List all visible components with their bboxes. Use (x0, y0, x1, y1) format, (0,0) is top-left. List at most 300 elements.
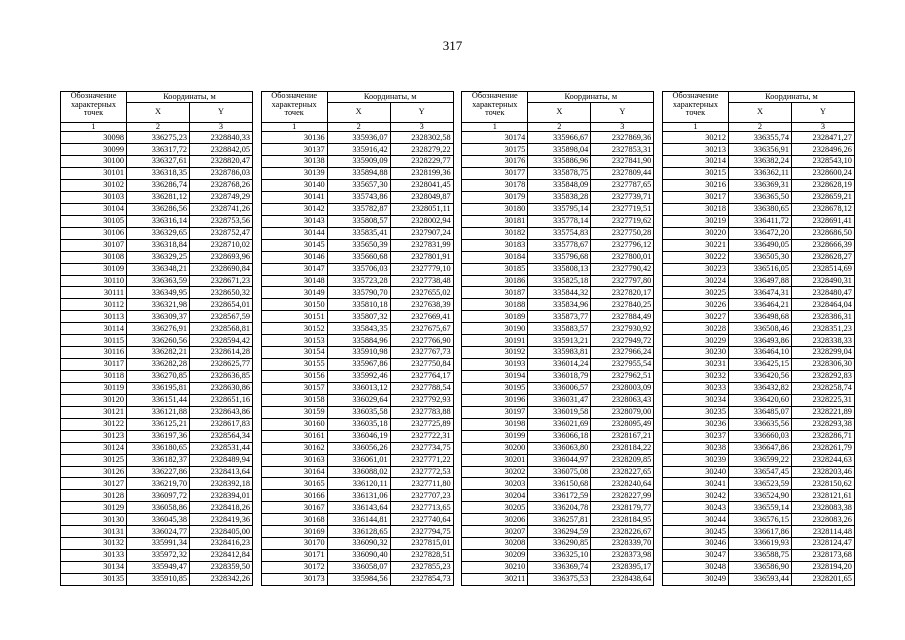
y-coordinate-cell: 2327734,75 (390, 442, 453, 454)
table-row (61, 502, 253, 514)
x-coordinate-cell: 336151,44 (127, 394, 190, 406)
point-id-cell: 30180 (462, 203, 528, 215)
point-id-cell: 30141 (261, 191, 327, 203)
point-id-cell: 30099 (61, 144, 127, 156)
point-designation-header (662, 92, 728, 123)
x-coordinate-cell: 335848,09 (528, 180, 591, 192)
y-coordinate-cell: 2328438,64 (591, 573, 654, 585)
y-coordinate-cell: 2327766,90 (390, 335, 453, 347)
x-coordinate-cell: 336619,93 (728, 538, 791, 550)
point-id-cell: 30098 (61, 132, 127, 144)
table-row (662, 430, 854, 442)
x-coordinate-cell: 335807,32 (327, 311, 390, 323)
point-id-cell: 30247 (662, 550, 728, 562)
x-coordinate-cell: 336356,91 (728, 144, 791, 156)
x-coordinate-cell: 336197,36 (127, 430, 190, 442)
point-id-cell: 30183 (462, 239, 528, 251)
y-coordinate-cell: 2328179,77 (591, 502, 654, 514)
point-id-cell: 30114 (61, 323, 127, 335)
table-row (261, 263, 453, 275)
x-coordinate-cell: 335808,57 (327, 215, 390, 227)
table-row (261, 573, 453, 585)
x-coordinate-cell: 336290,85 (528, 538, 591, 550)
table-row (61, 418, 253, 430)
x-coordinate-cell: 336031,47 (528, 394, 591, 406)
y-coordinate-cell: 2327707,23 (390, 490, 453, 502)
x-coordinate-cell: 336505,30 (728, 251, 791, 263)
table-row (261, 406, 453, 418)
x-coordinate-cell: 336088,02 (327, 466, 390, 478)
point-id-cell: 30140 (261, 180, 327, 192)
table-row (261, 490, 453, 502)
x-coordinate-cell: 336275,23 (127, 132, 190, 144)
x-coordinate-cell: 336321,98 (127, 299, 190, 311)
point-id-cell: 30245 (662, 526, 728, 538)
y-coordinate-cell: 2328710,02 (190, 239, 253, 251)
x-coordinate-cell: 336647,86 (728, 442, 791, 454)
point-id-cell: 30232 (662, 371, 728, 383)
table-row (61, 311, 253, 323)
y-coordinate-cell: 2328049,87 (390, 191, 453, 203)
table-row (662, 406, 854, 418)
x-coordinate-cell: 336369,74 (528, 562, 591, 574)
point-id-cell: 30202 (462, 466, 528, 478)
x-coordinate-cell: 336058,86 (127, 502, 190, 514)
y-coordinate-cell: 2328114,48 (791, 526, 854, 538)
x-coordinate-cell: 335657,30 (327, 180, 390, 192)
point-id-cell: 30220 (662, 227, 728, 239)
y-coordinate-cell: 2327750,84 (390, 359, 453, 371)
y-coordinate-cell: 2328221,89 (791, 406, 854, 418)
column-number: 2 (528, 123, 591, 132)
table-row (462, 454, 654, 466)
point-id-cell: 30117 (61, 359, 127, 371)
point-id-cell: 30148 (261, 275, 327, 287)
coordinates-header: Координаты, м (528, 92, 654, 103)
x-coordinate-cell: 336508,46 (728, 323, 791, 335)
y-coordinate-cell: 2328650,32 (190, 287, 253, 299)
y-coordinate-cell: 2327750,28 (591, 227, 654, 239)
point-id-cell: 30179 (462, 191, 528, 203)
y-coordinate-cell: 2328342,26 (190, 573, 253, 585)
column-number: 1 (261, 123, 327, 132)
point-header-line: Обозначение (471, 91, 518, 100)
y-coordinate-cell: 2327792,93 (390, 394, 453, 406)
y-coordinate-cell: 2327966,24 (591, 347, 654, 359)
x-coordinate-cell: 336490,05 (728, 239, 791, 251)
point-id-cell: 30151 (261, 311, 327, 323)
point-id-cell: 30121 (61, 406, 127, 418)
y-coordinate-cell: 2328691,41 (791, 215, 854, 227)
point-id-cell: 30120 (61, 394, 127, 406)
point-id-cell: 30102 (61, 180, 127, 192)
y-coordinate-cell: 2328240,64 (591, 478, 654, 490)
point-id-cell: 30173 (261, 573, 327, 585)
x-coordinate-cell: 336286,56 (127, 203, 190, 215)
point-id-cell: 30143 (261, 215, 327, 227)
point-id-cell: 30241 (662, 478, 728, 490)
y-coordinate-cell: 2328496,26 (791, 144, 854, 156)
table-row (462, 382, 654, 394)
x-header: X (528, 103, 591, 123)
y-coordinate-cell: 2328386,31 (791, 311, 854, 323)
y-coordinate-cell: 2327738,48 (390, 275, 453, 287)
x-coordinate-cell: 335886,96 (528, 156, 591, 168)
table-row (261, 180, 453, 192)
table-row (462, 239, 654, 251)
point-id-cell: 30156 (261, 371, 327, 383)
x-coordinate-cell: 335834,96 (528, 299, 591, 311)
table-row (662, 550, 854, 562)
table-row (462, 287, 654, 299)
y-coordinate-cell: 2327719,62 (591, 215, 654, 227)
x-coordinate-cell: 336195,81 (127, 382, 190, 394)
page-number: 317 (442, 38, 463, 53)
table-row (261, 562, 453, 574)
point-id-cell: 30127 (61, 478, 127, 490)
point-id-cell: 30171 (261, 550, 327, 562)
x-coordinate-cell: 335723,28 (327, 275, 390, 287)
point-id-cell: 30165 (261, 478, 327, 490)
y-coordinate-cell: 2328416,23 (190, 538, 253, 550)
x-coordinate-cell: 336327,61 (127, 156, 190, 168)
column-number: 2 (728, 123, 791, 132)
x-coordinate-cell: 336318,84 (127, 239, 190, 251)
table-row (261, 191, 453, 203)
point-id-cell: 30243 (662, 502, 728, 514)
x-coordinate-cell: 336024,77 (127, 526, 190, 538)
point-id-cell: 30164 (261, 466, 327, 478)
table-row (662, 287, 854, 299)
point-id-cell: 30115 (61, 335, 127, 347)
x-coordinate-cell: 335810,18 (327, 299, 390, 311)
table-row (61, 347, 253, 359)
x-coordinate-cell: 336425,15 (728, 359, 791, 371)
x-coordinate-cell: 335936,07 (327, 132, 390, 144)
x-coordinate-cell: 336018,79 (528, 371, 591, 383)
x-coordinate-cell: 336420,56 (728, 371, 791, 383)
x-coordinate-cell: 336317,72 (127, 144, 190, 156)
y-coordinate-cell: 2328489,94 (190, 454, 253, 466)
y-coordinate-cell: 2328244,63 (791, 454, 854, 466)
x-coordinate-cell: 335782,87 (327, 203, 390, 215)
table-row (261, 156, 453, 168)
y-coordinate-cell: 2328514,69 (791, 263, 854, 275)
y-coordinate-cell: 2328480,47 (791, 287, 854, 299)
table-row (261, 418, 453, 430)
point-id-cell: 30230 (662, 347, 728, 359)
table-row (261, 347, 453, 359)
point-id-cell: 30107 (61, 239, 127, 251)
point-id-cell: 30169 (261, 526, 327, 538)
x-coordinate-cell: 336282,28 (127, 359, 190, 371)
y-coordinate-cell: 2328628,19 (791, 180, 854, 192)
point-id-cell: 30190 (462, 323, 528, 335)
y-coordinate-cell: 2328842,05 (190, 144, 253, 156)
table-row (61, 430, 253, 442)
table-row (462, 347, 654, 359)
x-coordinate-cell: 335778,67 (528, 239, 591, 251)
table-row (61, 239, 253, 251)
point-id-cell: 30133 (61, 550, 127, 562)
coordinate-table (261, 91, 454, 586)
y-coordinate-cell: 2328083,38 (791, 502, 854, 514)
x-coordinate-cell: 336329,25 (127, 251, 190, 263)
table-row (462, 132, 654, 144)
table-row (61, 573, 253, 585)
x-coordinate-cell: 335650,39 (327, 239, 390, 251)
table-row (261, 299, 453, 311)
y-coordinate-cell: 2328338,33 (791, 335, 854, 347)
x-coordinate-cell: 336097,72 (127, 490, 190, 502)
x-coordinate-cell: 336524,90 (728, 490, 791, 502)
point-id-cell: 30212 (662, 132, 728, 144)
y-header: Y (791, 103, 854, 123)
point-id-cell: 30126 (61, 466, 127, 478)
table-row (61, 263, 253, 275)
point-id-cell: 30100 (61, 156, 127, 168)
y-coordinate-cell: 2328643,86 (190, 406, 253, 418)
table-row (261, 203, 453, 215)
y-coordinate-cell: 2327815,01 (390, 538, 453, 550)
x-coordinate-cell: 336493,86 (728, 335, 791, 347)
table-row (462, 562, 654, 574)
x-coordinate-cell: 335949,47 (127, 562, 190, 574)
table-row (261, 454, 453, 466)
table-row (61, 382, 253, 394)
x-coordinate-cell: 336219,70 (127, 478, 190, 490)
x-coordinate-cell: 336382,24 (728, 156, 791, 168)
y-coordinate-cell: 2327930,92 (591, 323, 654, 335)
table-row (61, 359, 253, 371)
point-designation-header (61, 92, 127, 123)
table-row (462, 144, 654, 156)
x-coordinate-cell: 335991,34 (127, 538, 190, 550)
y-coordinate-cell: 2328625,77 (190, 359, 253, 371)
point-id-cell: 30225 (662, 287, 728, 299)
x-coordinate-cell: 336281,12 (127, 191, 190, 203)
y-coordinate-cell: 2328594,42 (190, 335, 253, 347)
y-coordinate-cell: 2328413,64 (190, 466, 253, 478)
point-id-cell: 30108 (61, 251, 127, 263)
table-row (61, 442, 253, 454)
y-coordinate-cell: 2328003,09 (591, 382, 654, 394)
point-id-cell: 30186 (462, 275, 528, 287)
x-coordinate-cell: 336362,11 (728, 168, 791, 180)
y-coordinate-cell: 2328225,31 (791, 394, 854, 406)
y-coordinate-cell: 2327739,71 (591, 191, 654, 203)
x-coordinate-cell: 336497,88 (728, 275, 791, 287)
table-row (462, 335, 654, 347)
y-coordinate-cell: 2327855,23 (390, 562, 453, 574)
point-id-cell: 30217 (662, 191, 728, 203)
coordinate-table (662, 91, 855, 586)
point-id-cell: 30210 (462, 562, 528, 574)
x-coordinate-cell: 335778,14 (528, 215, 591, 227)
x-header: X (728, 103, 791, 123)
point-id-cell: 30185 (462, 263, 528, 275)
y-coordinate-cell: 2327771,22 (390, 454, 453, 466)
point-header-line: характерных (472, 99, 518, 109)
x-coordinate-cell: 336056,26 (327, 442, 390, 454)
point-id-cell: 30216 (662, 180, 728, 192)
x-coordinate-cell: 336063,80 (528, 442, 591, 454)
x-coordinate-cell: 335910,98 (327, 347, 390, 359)
y-coordinate-cell: 2328651,16 (190, 394, 253, 406)
column-number: 3 (390, 123, 453, 132)
table-row (261, 550, 453, 562)
table-row (61, 191, 253, 203)
x-coordinate-cell: 336128,65 (327, 526, 390, 538)
x-coordinate-cell: 336172,59 (528, 490, 591, 502)
point-id-cell: 30197 (462, 406, 528, 418)
y-coordinate-cell: 2328184,95 (591, 514, 654, 526)
point-id-cell: 30138 (261, 156, 327, 168)
table-row (261, 359, 453, 371)
point-id-cell: 30218 (662, 203, 728, 215)
x-coordinate-cell: 336006,57 (528, 382, 591, 394)
y-coordinate-cell: 2328678,12 (791, 203, 854, 215)
y-coordinate-cell: 2328392,18 (190, 478, 253, 490)
table-row (462, 215, 654, 227)
x-coordinate-cell: 336276,91 (127, 323, 190, 335)
point-id-cell: 30118 (61, 371, 127, 383)
x-coordinate-cell: 336257,81 (528, 514, 591, 526)
table-row (662, 311, 854, 323)
y-coordinate-cell: 2328083,26 (791, 514, 854, 526)
table-row (61, 156, 253, 168)
y-coordinate-cell: 2328412,84 (190, 550, 253, 562)
x-coordinate-cell: 336294,59 (528, 526, 591, 538)
column-number: 2 (327, 123, 390, 132)
point-id-cell: 30153 (261, 335, 327, 347)
table-row (662, 251, 854, 263)
point-id-cell: 30109 (61, 263, 127, 275)
x-coordinate-cell: 335967,86 (327, 359, 390, 371)
table-row (662, 514, 854, 526)
table-row (462, 490, 654, 502)
point-id-cell: 30103 (61, 191, 127, 203)
x-coordinate-cell: 336035,58 (327, 406, 390, 418)
x-header: X (127, 103, 190, 123)
point-id-cell: 30144 (261, 227, 327, 239)
point-id-cell: 30231 (662, 359, 728, 371)
table-row (61, 299, 253, 311)
point-id-cell: 30239 (662, 454, 728, 466)
x-coordinate-cell: 335910,85 (127, 573, 190, 585)
point-id-cell: 30214 (662, 156, 728, 168)
y-coordinate-cell: 2327772,53 (390, 466, 453, 478)
x-coordinate-cell: 336559,14 (728, 502, 791, 514)
x-coordinate-cell: 336227,86 (127, 466, 190, 478)
table-row (662, 562, 854, 574)
table-row (261, 394, 453, 406)
table-row (261, 514, 453, 526)
x-coordinate-cell: 336035,18 (327, 418, 390, 430)
point-id-cell: 30187 (462, 287, 528, 299)
y-coordinate-cell: 2328617,83 (190, 418, 253, 430)
y-coordinate-cell: 2328490,31 (791, 275, 854, 287)
point-id-cell: 30182 (462, 227, 528, 239)
point-header-line: точек (284, 108, 304, 118)
x-coordinate-cell: 336660,03 (728, 430, 791, 442)
table-row (662, 490, 854, 502)
y-coordinate-cell: 2327796,12 (591, 239, 654, 251)
point-id-cell: 30193 (462, 359, 528, 371)
point-id-cell: 30208 (462, 538, 528, 550)
x-coordinate-cell: 336349,95 (127, 287, 190, 299)
table-row (462, 156, 654, 168)
y-coordinate-cell: 2328666,39 (791, 239, 854, 251)
x-coordinate-cell: 336131,06 (327, 490, 390, 502)
point-id-cell: 30205 (462, 502, 528, 514)
y-coordinate-cell: 2327853,31 (591, 144, 654, 156)
table-row (261, 371, 453, 383)
x-coordinate-cell: 336365,50 (728, 191, 791, 203)
y-coordinate-cell: 2327809,44 (591, 168, 654, 180)
y-coordinate-cell: 2328564,34 (190, 430, 253, 442)
table-row (662, 454, 854, 466)
x-coordinate-cell: 336635,56 (728, 418, 791, 430)
point-id-cell: 30195 (462, 382, 528, 394)
y-coordinate-cell: 2328654,01 (190, 299, 253, 311)
x-coordinate-cell: 335706,03 (327, 263, 390, 275)
x-coordinate-cell: 335844,32 (528, 287, 591, 299)
point-id-cell: 30199 (462, 430, 528, 442)
x-coordinate-cell: 335743,86 (327, 191, 390, 203)
y-coordinate-cell: 2328199,36 (390, 168, 453, 180)
y-coordinate-cell: 2327884,49 (591, 311, 654, 323)
point-id-cell: 30213 (662, 144, 728, 156)
x-coordinate-cell: 335884,96 (327, 335, 390, 347)
y-coordinate-cell: 2327831,99 (390, 239, 453, 251)
y-coordinate-cell: 2327869,36 (591, 132, 654, 144)
x-coordinate-cell: 336593,44 (728, 573, 791, 585)
point-id-cell: 30149 (261, 287, 327, 299)
point-id-cell: 30128 (61, 490, 127, 502)
y-coordinate-cell: 2328095,49 (591, 418, 654, 430)
y-coordinate-cell: 2328659,21 (791, 191, 854, 203)
point-id-cell: 30167 (261, 502, 327, 514)
y-coordinate-cell: 2328786,03 (190, 168, 253, 180)
table-row (61, 454, 253, 466)
y-coordinate-cell: 2328614,28 (190, 347, 253, 359)
table-row (261, 466, 453, 478)
x-coordinate-cell: 335795,14 (528, 203, 591, 215)
table-row (662, 239, 854, 251)
x-coordinate-cell: 336617,86 (728, 526, 791, 538)
point-header-line: точек (485, 108, 505, 118)
x-coordinate-cell: 335992,46 (327, 371, 390, 383)
table-row (662, 502, 854, 514)
point-id-cell: 30158 (261, 394, 327, 406)
point-id-cell: 30105 (61, 215, 127, 227)
x-coordinate-cell: 336464,21 (728, 299, 791, 311)
point-id-cell: 30249 (662, 573, 728, 585)
x-coordinate-cell: 336013,12 (327, 382, 390, 394)
table-row (662, 323, 854, 335)
x-coordinate-cell: 336586,90 (728, 562, 791, 574)
y-coordinate-cell: 2328201,65 (791, 573, 854, 585)
point-id-cell: 30136 (261, 132, 327, 144)
point-id-cell: 30203 (462, 478, 528, 490)
y-coordinate-cell: 2328628,27 (791, 251, 854, 263)
y-coordinate-cell: 2328768,26 (190, 180, 253, 192)
y-coordinate-cell: 2328568,81 (190, 323, 253, 335)
point-header-line: характерных (271, 99, 317, 109)
x-coordinate-cell: 335790,70 (327, 287, 390, 299)
point-id-cell: 30125 (61, 454, 127, 466)
